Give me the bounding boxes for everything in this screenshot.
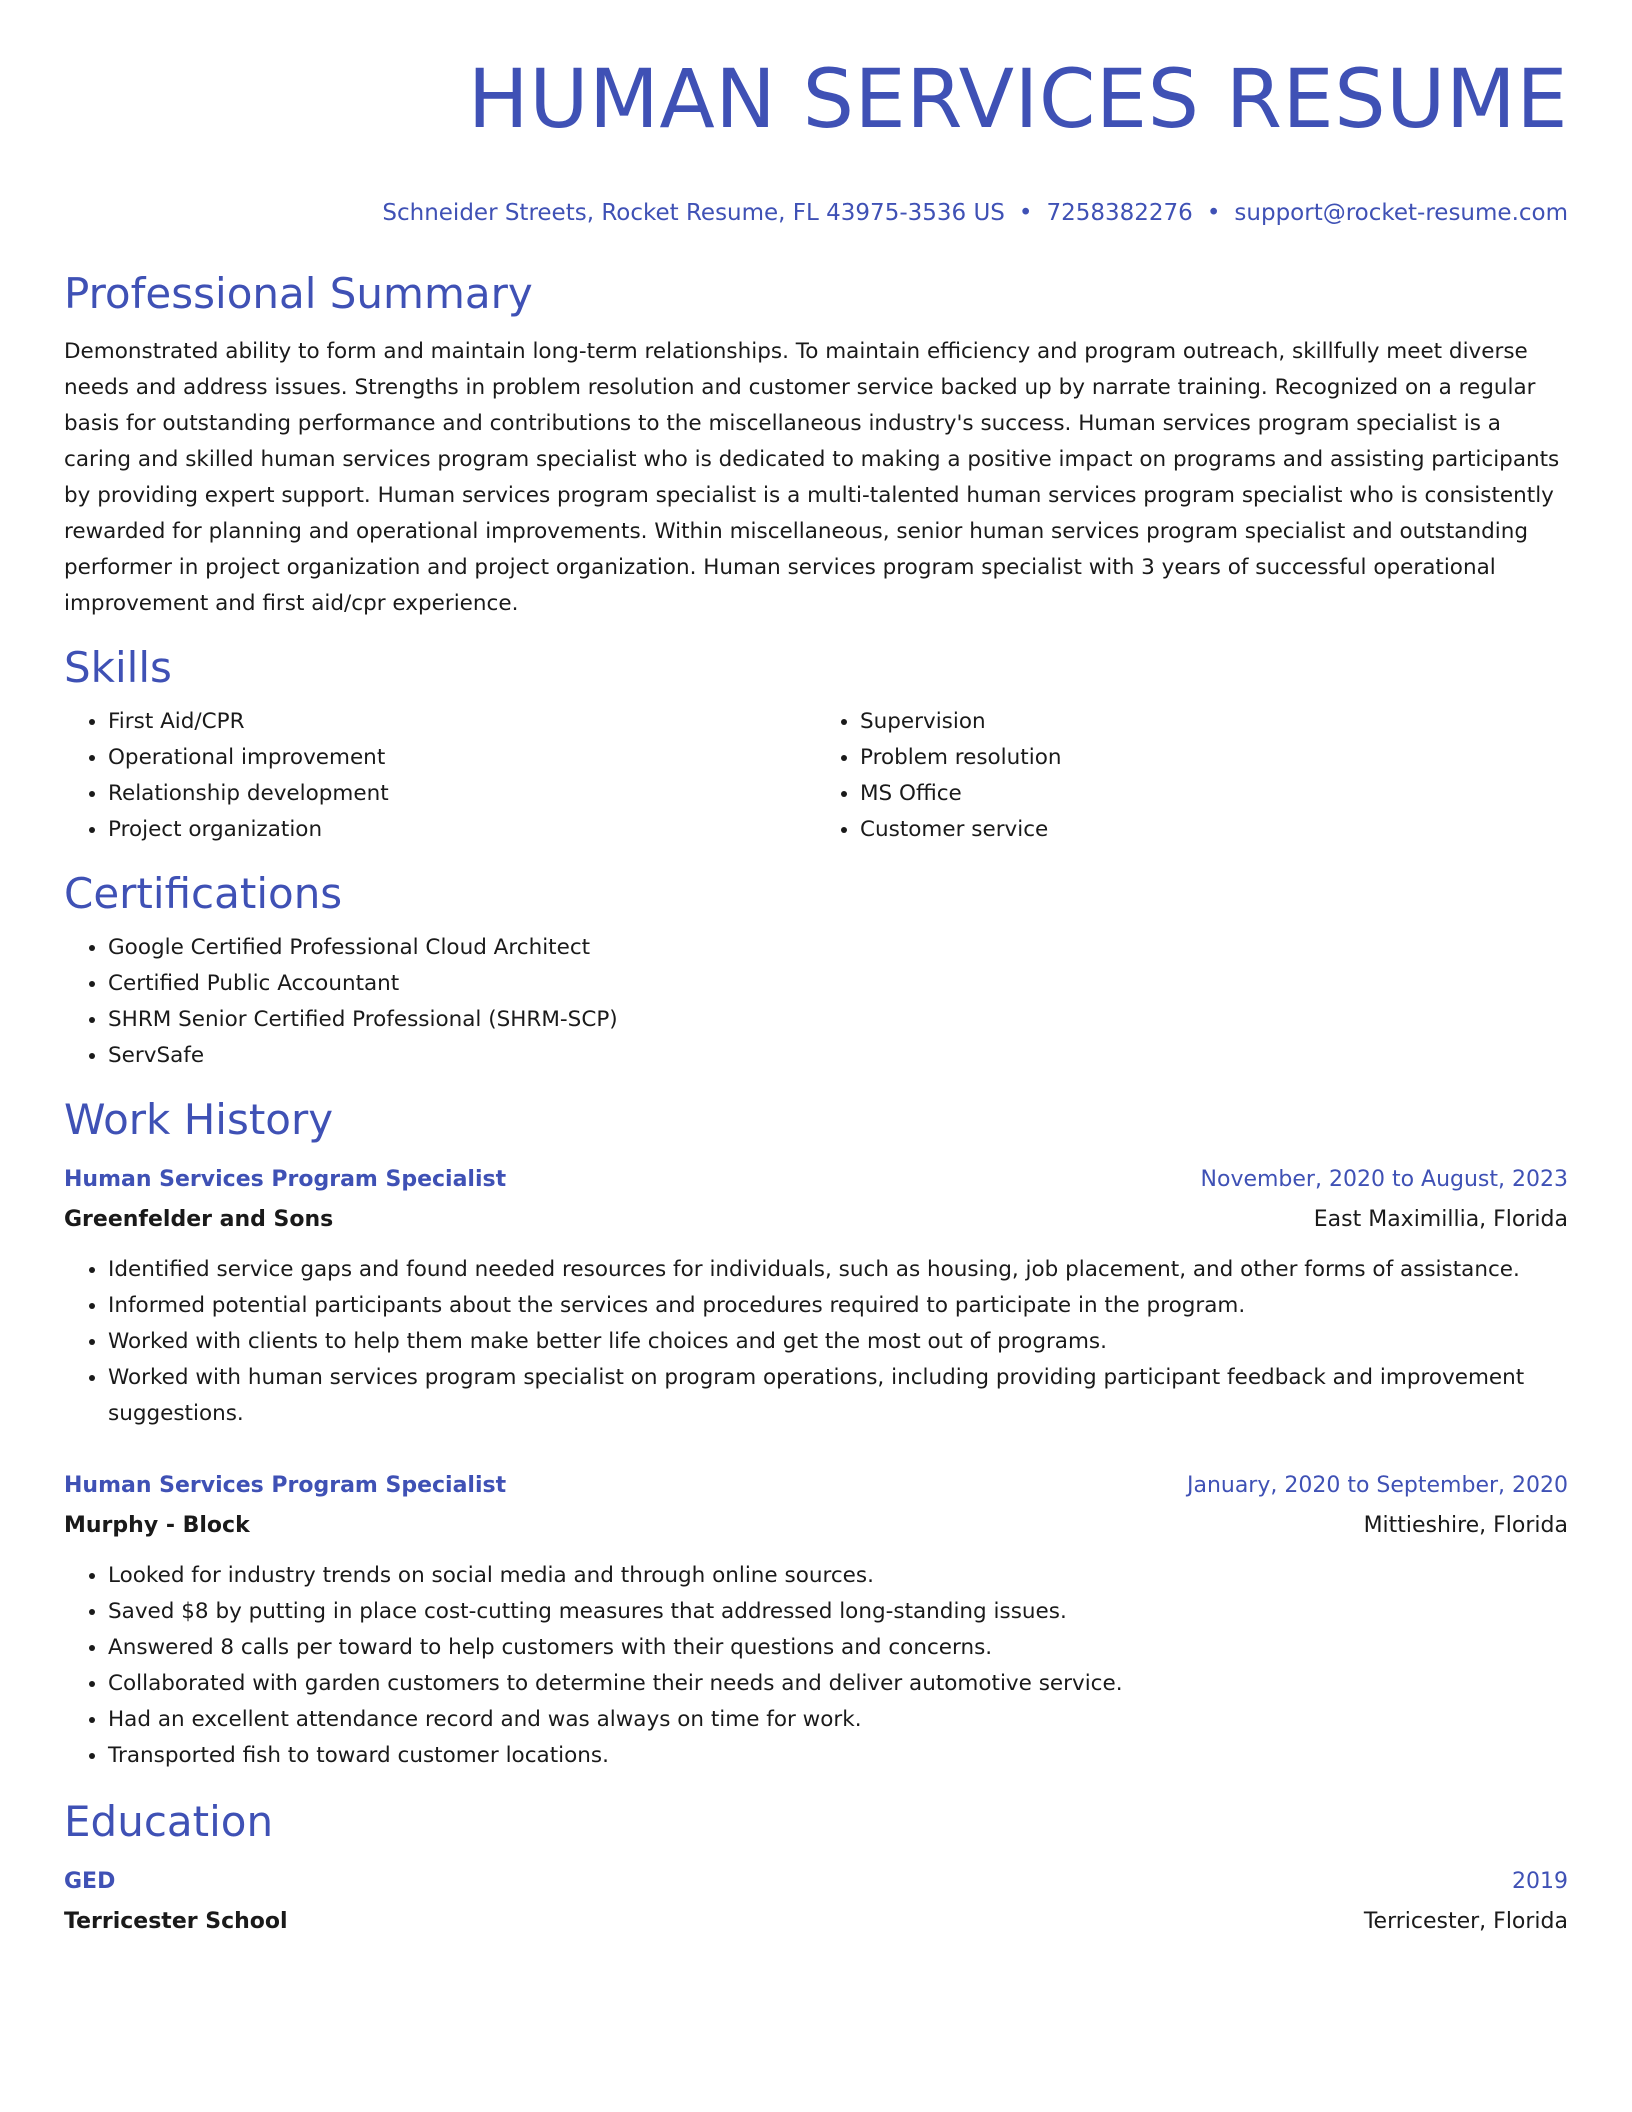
summary-text: Demonstrated ability to form and maintain long-term relationships. To maintain efficiency and program outreach, skillfully meet diverse needs and address issues. Strengths in problem resolution and customer service backed up by narrate training. Recognized on a regular basis for outstanding performance and contributions to the miscellaneous industry's success. Human services program specialist is a caring and skilled human services program specialist who is dedicated to making a positive impact on programs and assisting participants by providing expert support. Human services program specialist is a multi-talented human services program specialist who is consistently rewarded for planning and operational improvements. Within miscellaneous, senior human services program specialist and outstanding performer in project organization and project organization. Human services program specialist with 3 years of successful operational improvement and first aid/cpr experience. bbox=[64, 339, 1560, 616]
job-company-row bbox=[64, 1506, 1568, 1546]
education-section bbox=[64, 1796, 1568, 1942]
skill-item: • Relationship development bbox=[108, 776, 816, 812]
certifications-list bbox=[64, 930, 1568, 1074]
skill-item: • Project organization bbox=[108, 812, 816, 848]
certifications-section bbox=[64, 868, 1568, 1074]
education-degree-row bbox=[64, 1862, 1568, 1902]
resume-header bbox=[64, 52, 1568, 228]
job-bullet: • Collaborated with garden customers to determine their needs and deliver automotive service. bbox=[108, 1666, 1568, 1702]
skill-item: • First Aid/CPR bbox=[108, 704, 816, 740]
job-location: East Maximillia, Florida bbox=[1313, 1207, 1568, 1232]
skill-item: • Customer service bbox=[860, 812, 1568, 848]
skill-item: • MS Office bbox=[860, 776, 1568, 812]
certification-item: • ServSafe bbox=[108, 1038, 1568, 1074]
summary-heading: Professional Summary bbox=[64, 269, 533, 318]
job-company-row bbox=[64, 1200, 1568, 1240]
job-location: Mittieshire, Florida bbox=[1363, 1513, 1568, 1538]
job-entry bbox=[64, 1466, 1568, 1774]
job-bullet: • Looked for industry trends on social media and through online sources. bbox=[108, 1558, 1568, 1594]
skills-columns bbox=[64, 704, 1568, 848]
job-bullet: • Had an excellent attendance record and was always on time for work. bbox=[108, 1702, 1568, 1738]
skills-heading: Skills bbox=[64, 643, 172, 692]
job-company: Greenfelder and Sons bbox=[64, 1207, 334, 1232]
job-bullet: • Informed potential participants about the services and procedures required to participate in the program. bbox=[108, 1288, 1568, 1324]
skills-right-list bbox=[816, 704, 1568, 848]
job-bullet: • Answered 8 calls per toward to help customers with their questions and concerns. bbox=[108, 1630, 1568, 1666]
job-title-row bbox=[64, 1160, 1568, 1200]
contact-separator: • bbox=[1206, 200, 1221, 226]
contact-address: Schneider Streets, Rocket Resume, FL 43975-3536 US bbox=[382, 200, 1005, 226]
education-location: Terricester, Florida bbox=[1363, 1909, 1568, 1934]
job-company: Murphy - Block bbox=[64, 1513, 250, 1538]
contact-separator: • bbox=[1018, 200, 1033, 226]
contact-email[interactable]: support@rocket-resume.com bbox=[1234, 200, 1568, 226]
skills-left-list bbox=[64, 704, 816, 848]
job-entry bbox=[64, 1160, 1568, 1432]
education-year: 2019 bbox=[1512, 1869, 1568, 1894]
job-dates: November, 2020 to August, 2023 bbox=[1200, 1167, 1568, 1192]
job-title-row bbox=[64, 1466, 1568, 1506]
work-history-section bbox=[64, 1094, 1568, 1774]
education-school-row bbox=[64, 1902, 1568, 1942]
job-bullet: • Transported fish to toward customer locations. bbox=[108, 1738, 1568, 1774]
education-school: Terricester School bbox=[64, 1909, 288, 1934]
contact-phone: 7258382276 bbox=[1046, 200, 1193, 226]
certification-item: • Certified Public Accountant bbox=[108, 966, 1568, 1002]
education-entry bbox=[64, 1862, 1568, 1942]
job-title: Human Services Program Specialist bbox=[64, 1473, 507, 1498]
job-bullet: • Saved $8 by putting in place cost-cutting measures that addressed long-standing issues. bbox=[108, 1594, 1568, 1630]
resume-title: HUMAN SERVICES RESUME bbox=[467, 53, 1568, 147]
job-bullets bbox=[64, 1252, 1568, 1432]
skills-section bbox=[64, 642, 1568, 848]
work-history-heading: Work History bbox=[64, 1095, 334, 1144]
education-heading: Education bbox=[64, 1797, 274, 1846]
skill-item: • Supervision bbox=[860, 704, 1568, 740]
summary-section bbox=[64, 268, 1568, 622]
education-degree: GED bbox=[64, 1869, 116, 1894]
job-bullet: • Worked with human services program specialist on program operations, including providing participant feedback and improvement suggestions. bbox=[108, 1360, 1568, 1432]
job-title: Human Services Program Specialist bbox=[64, 1167, 507, 1192]
skill-item: • Operational improvement bbox=[108, 740, 816, 776]
certifications-heading: Certifications bbox=[64, 869, 343, 918]
job-bullet: • Worked with clients to help them make better life choices and get the most out of programs. bbox=[108, 1324, 1568, 1360]
certification-item: • Google Certified Professional Cloud Architect bbox=[108, 930, 1568, 966]
job-bullet: • Identified service gaps and found needed resources for individuals, such as housing, job placement, and other forms of assistance. bbox=[108, 1252, 1568, 1288]
job-dates: January, 2020 to September, 2020 bbox=[1186, 1473, 1568, 1498]
skill-item: • Problem resolution bbox=[860, 740, 1568, 776]
job-bullets bbox=[64, 1558, 1568, 1774]
certification-item: • SHRM Senior Certified Professional (SHRM-SCP) bbox=[108, 1002, 1568, 1038]
contact-line bbox=[64, 198, 1568, 228]
